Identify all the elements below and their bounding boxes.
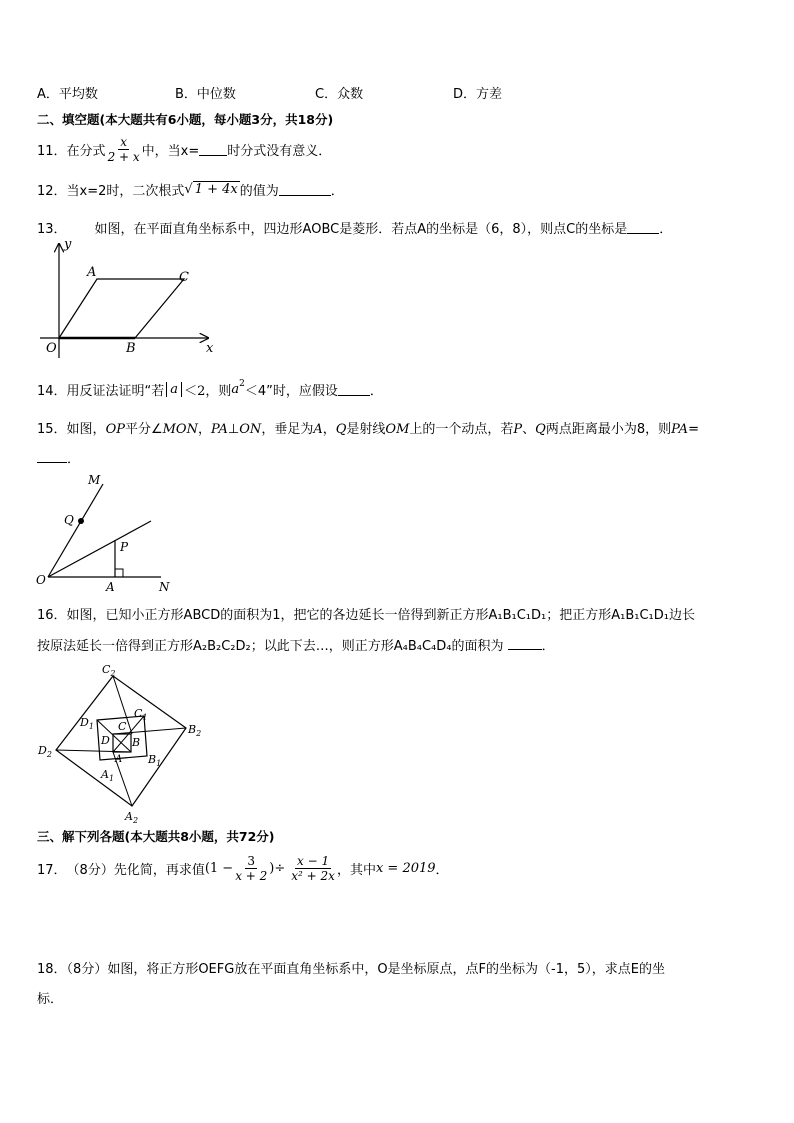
q15-t3: ， — [197, 422, 211, 437]
label-c2: $C_2$ — [102, 663, 116, 678]
q11-post: 时分式没有意义． — [227, 143, 332, 159]
option-b: B．中位数 — [175, 87, 236, 102]
q11-pre: 在分式 — [66, 143, 106, 159]
q15-a: A — [313, 422, 323, 437]
label-d: D — [101, 734, 110, 747]
q12-sqrt: √ 1 + 4x — [184, 182, 238, 197]
option-d: D．方差 — [453, 87, 503, 102]
q15-t4: ⊥ — [227, 422, 240, 437]
q17-frac-2 — [289, 854, 337, 883]
label-a: A — [87, 265, 97, 280]
q15-op: OP — [105, 422, 125, 437]
q17-f1-den: x + 2 — [235, 868, 268, 883]
question-16-line-2: 按原法延长一倍得到正方形A₂B₂C₂D₂；以此下去…，则正方形A₄B₄C₄D₄的面积为 ． — [37, 639, 555, 654]
q17-xeq: x = 2019 — [375, 860, 436, 876]
question-13: 13． 如图，在平面直角坐标系中，四边形AOBC是菱形．若点A的坐标是（6，8），则点C的坐标是 ． — [37, 218, 672, 237]
label-n: N — [159, 580, 170, 594]
q17-frac-1 — [233, 854, 269, 883]
q14-post: ＜4”时，应假设 — [244, 384, 338, 399]
label-b2: $B_2$ — [188, 723, 202, 738]
q15-t5: ，垂足为 — [261, 422, 314, 437]
q11-frac-num: x — [120, 134, 127, 149]
label-c1: $C_1$ — [134, 707, 148, 722]
q15-on: ON — [239, 422, 262, 437]
label-d2: $D_2$ — [38, 744, 52, 759]
label-c: C — [118, 720, 127, 733]
label-a1: $A_1$ — [101, 768, 115, 783]
q17-end: ． — [435, 862, 449, 878]
question-14: 14． 用反证法证明“若 a ＜2，则 a $^2$ ＜4”时，应假设 ． — [37, 378, 383, 399]
figure-13-rhombus — [30, 234, 230, 358]
label-d1: $D_1$ — [80, 716, 94, 731]
q15-answer-line: ． — [37, 448, 80, 467]
question-11 — [37, 131, 331, 167]
q12-post: 的值为 — [239, 184, 279, 199]
label-x: x — [206, 341, 214, 356]
q14-sq: 2 — [239, 378, 245, 389]
q15-p: P — [513, 422, 523, 437]
q17-pre: （8分）先化简，再求值 — [66, 862, 205, 878]
label-b1: $B_1$ — [148, 753, 162, 768]
option-c: C．众数 — [315, 87, 364, 102]
label-a2: $A_2$ — [125, 810, 139, 825]
q17-post: ，其中 — [336, 862, 376, 878]
q15-pa: PA — [210, 422, 228, 437]
q13-blank[interactable] — [627, 221, 659, 234]
label-q: Q — [64, 513, 74, 527]
question-15 — [37, 418, 699, 437]
q12-blank[interactable] — [279, 183, 331, 196]
q15-t7: 是射线 — [346, 422, 386, 437]
q14-cond: ＜2，则 — [184, 384, 232, 399]
label-a: A — [115, 754, 123, 765]
q18-number: 18． — [37, 962, 67, 977]
q11-frac-den: 2 + x — [107, 149, 140, 164]
q13-text: 如图，在平面直角坐标系中，四边形AOBC是菱形．若点A的坐标是（6，8），则点C的坐标是 — [94, 222, 628, 237]
ext-line-4 — [56, 750, 131, 752]
q15-om: OM — [385, 422, 410, 437]
question-18-line-2: 标． — [37, 992, 64, 1007]
option-a: A．平均数 — [37, 87, 98, 102]
q14-a: a — [231, 382, 240, 397]
section-3-header: 三、解下列各题(本大题共8小题，共72分) — [37, 829, 275, 844]
question-17 — [37, 848, 449, 888]
q15-q: Q — [335, 422, 347, 437]
q11-mid: 中，当x= — [141, 143, 200, 159]
q17-close: )÷ — [269, 860, 286, 876]
q17-open: (1 − — [204, 860, 234, 876]
q15-t8: 上的一个动点，若 — [409, 422, 514, 437]
q15-number: 15． — [37, 422, 67, 437]
q15-t6: ， — [322, 422, 336, 437]
rhombus-aobc — [59, 279, 184, 338]
label-a: A — [106, 580, 115, 594]
label-b: B — [126, 341, 136, 356]
point-q — [78, 518, 84, 524]
label-m: M — [88, 473, 101, 487]
label-y: y — [64, 237, 72, 252]
q15-t10: 两点距离最小为8，则 — [545, 422, 672, 437]
label-c: C — [179, 270, 189, 285]
q16-line1: 如图，已知小正方形ABCD的面积为1，把它的各边延长一倍得到新正方形A₁B₁C₁D₁；把正方形A₁B₁C₁D₁边长 — [66, 608, 695, 623]
q11-number: 11． — [37, 143, 67, 159]
question-18-line-1 — [37, 958, 665, 977]
question-16-line-1 — [37, 604, 695, 623]
figure-16-squares — [34, 658, 210, 826]
right-angle-mark — [115, 569, 123, 577]
q15-q2: Q — [535, 422, 546, 437]
q15-t11: = — [688, 422, 699, 437]
q15-t9: 、 — [522, 422, 536, 437]
q14-abs-a: a — [166, 382, 182, 397]
label-b: B — [132, 736, 141, 749]
q11-blank[interactable] — [199, 143, 227, 156]
q12-radicand: 1 + 4x — [194, 182, 238, 197]
ray-om — [48, 484, 103, 577]
q15-t1: 如图， — [66, 422, 106, 437]
q15-pa2: PA — [671, 422, 689, 437]
ray-op — [48, 521, 151, 577]
label-o: O — [46, 341, 57, 356]
q16-number: 16． — [37, 608, 67, 623]
q14-number: 14． — [37, 384, 67, 399]
square-a2b2c2d2 — [56, 676, 186, 806]
question-12: 12． 当x=2时，二次根式 √ 1 + 4x 的值为 ． — [37, 182, 344, 199]
figure-15-angle — [30, 470, 190, 595]
q13-number: 13． — [37, 222, 67, 237]
q16-blank[interactable] — [508, 637, 542, 650]
section-2-header: 二、填空题(本大题共有6小题，每小题3分，共18分) — [37, 112, 334, 127]
q15-t2: 平分∠ — [124, 422, 163, 437]
q17-number: 17． — [37, 862, 67, 878]
q18-line1: （8分）如图，将正方形OEFG放在平面直角坐标系中，O是坐标原点，点F的坐标为（-1，5），求点E的坐 — [66, 962, 665, 977]
q16-line2: 按原法延长一倍得到正方形A₂B₂C₂D₂；以此下去…，则正方形A₄B₄C₄D₄的面积为 — [37, 639, 504, 654]
q14-pre: 用反证法证明“若 — [66, 384, 165, 399]
q15-mon: MON — [162, 422, 198, 437]
label-o: O — [36, 573, 46, 587]
q17-f1-num: 3 — [247, 853, 256, 868]
q11-fraction — [106, 135, 142, 164]
q14-blank[interactable] — [338, 383, 370, 396]
q17-f2-num: x − 1 — [297, 853, 330, 868]
label-p: P — [120, 540, 129, 554]
q15-blank[interactable] — [37, 450, 67, 463]
q17-f2-den: x² + 2x — [291, 868, 335, 883]
q12-pre: 当x=2时，二次根式 — [66, 184, 185, 199]
q12-number: 12． — [37, 184, 67, 199]
